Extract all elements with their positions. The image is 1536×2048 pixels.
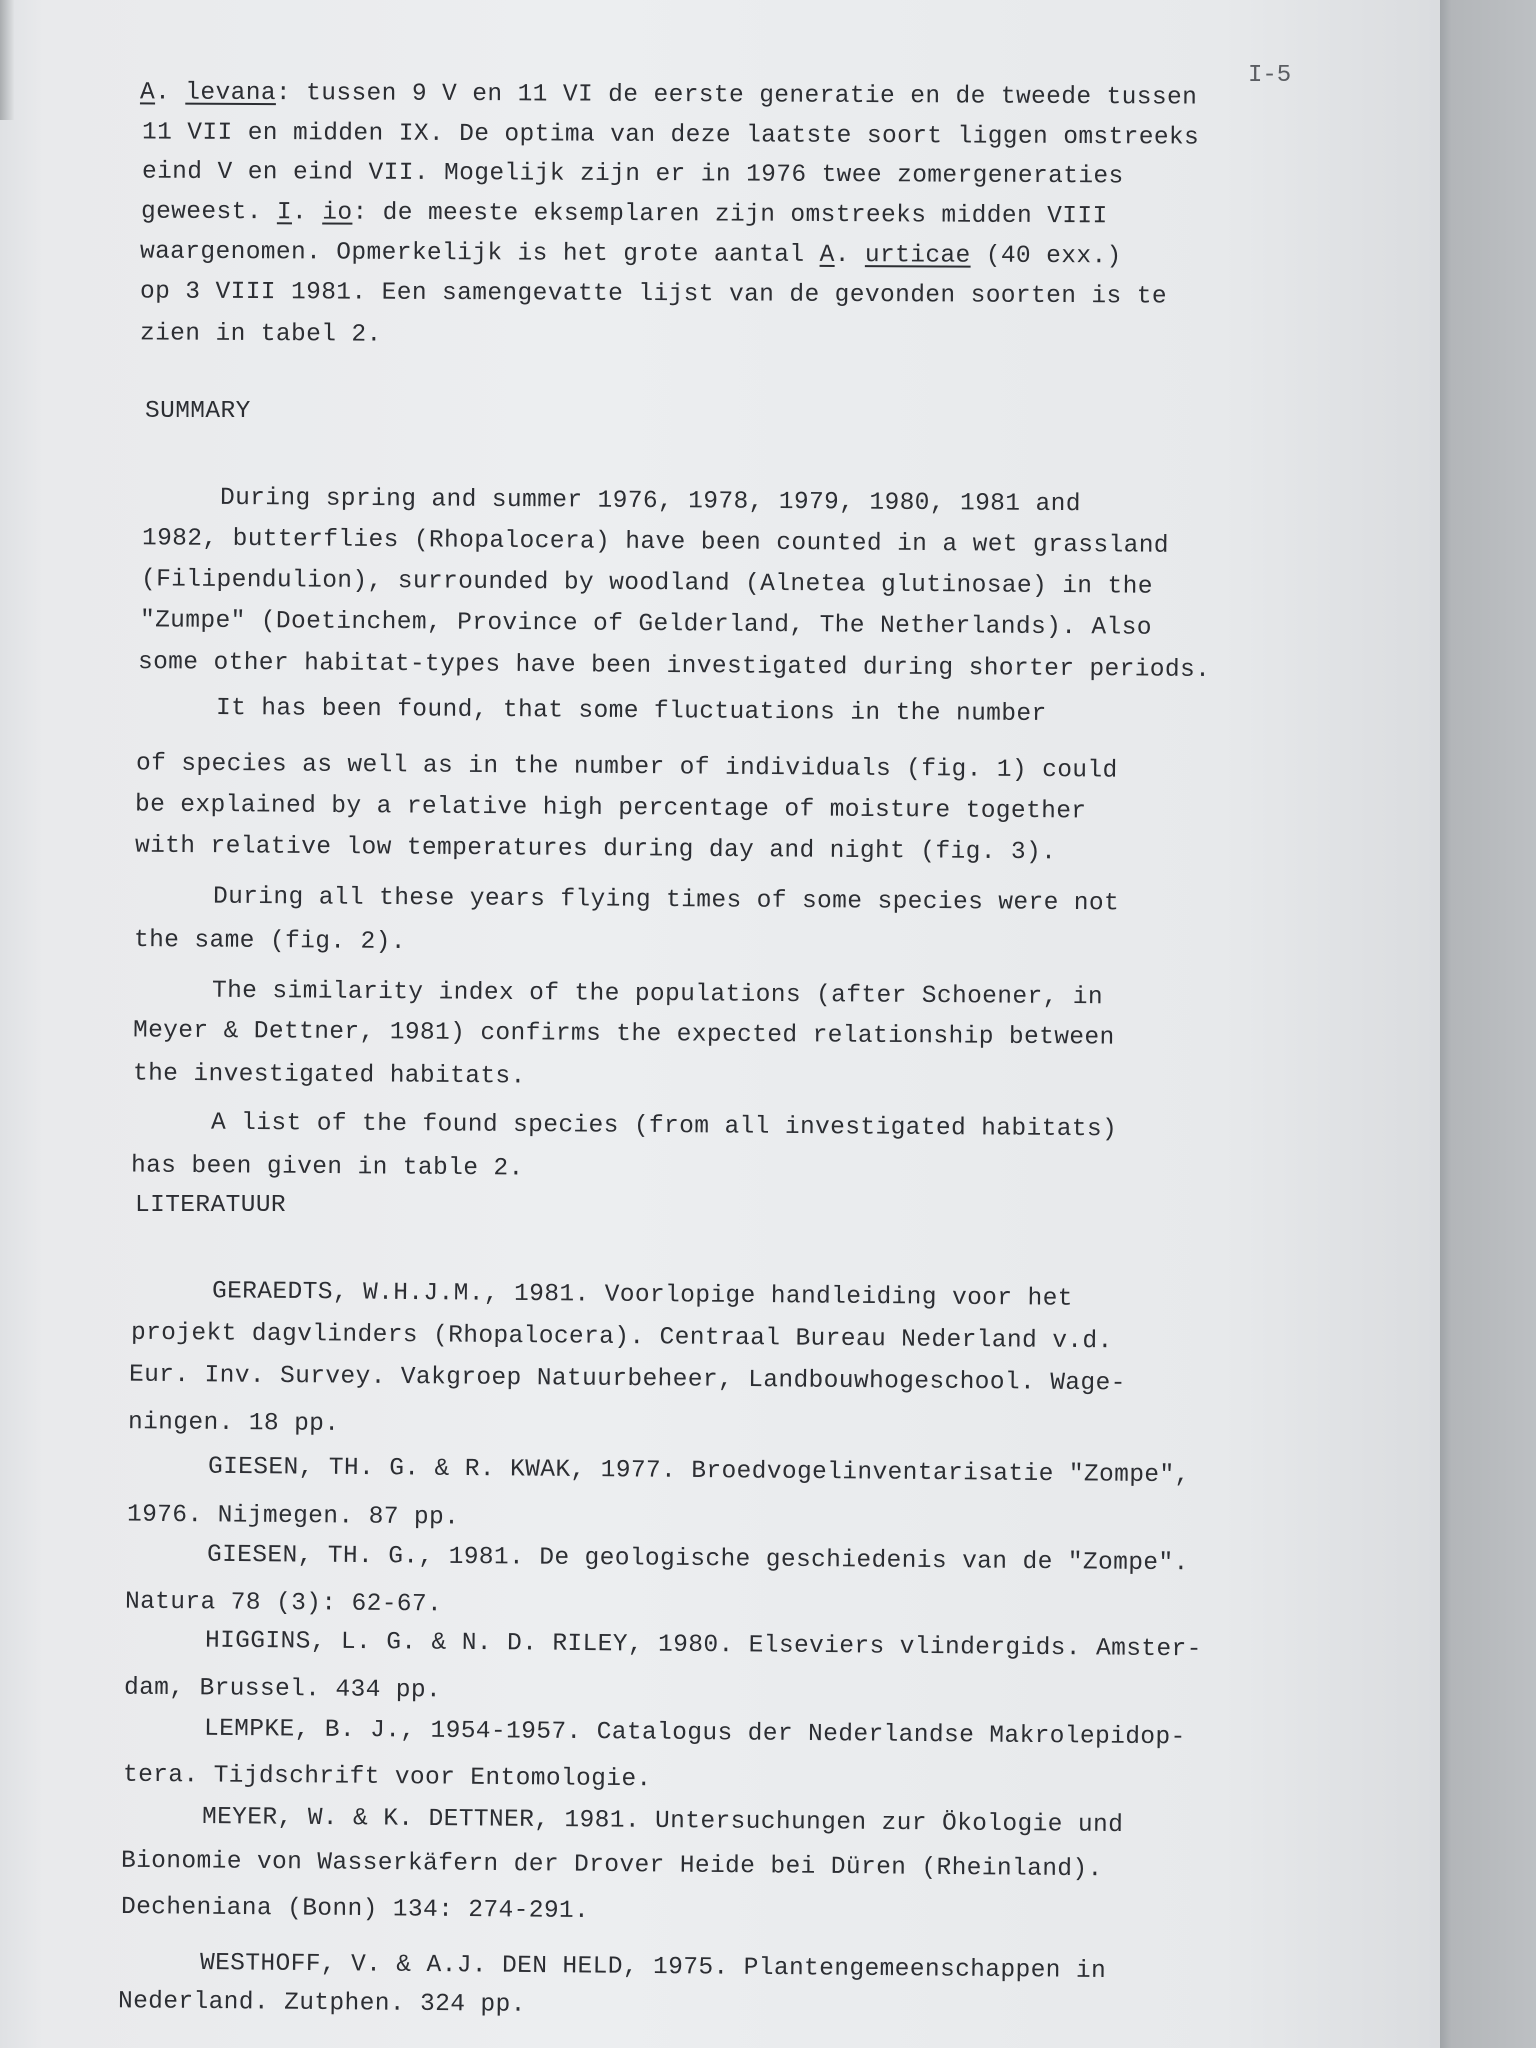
summary-line: some other habitat-types have been investigated during shorter periods. xyxy=(137,649,1211,684)
summary-line: It has been found, that some fluctuations in the number xyxy=(215,694,1047,729)
reference-line: Nederland. Zutphen. 324 pp. xyxy=(117,1988,526,2019)
summary-line: the investigated habitats. xyxy=(132,1060,526,1091)
genus-abbrev: A xyxy=(139,79,156,107)
summary-line: (Filipendulion), surrounded by woodland (Alnetea glutinosae) in the xyxy=(140,566,1153,601)
species-levana: levana xyxy=(185,79,277,108)
reference-line: Decheniana (Bonn) 134: 274-291. xyxy=(120,1893,590,1926)
intro-line-4: geweest. I. io: de meeste eksemplaren zijn omstreeks midden VIII xyxy=(140,198,1108,231)
summary-line: of species as well as in the number of individuals (fig. 1) could xyxy=(135,750,1118,785)
page-number: I-5 xyxy=(1248,62,1292,89)
intro-line-3: eind V en eind VII. Mogelijk zijn er in 1976 twee zomergeneraties xyxy=(141,158,1124,191)
summary-line: 1982, butterflies (Rhopalocera) have been counted in a wet grassland xyxy=(141,525,1170,560)
summary-line: A list of the found species (from all investigated habitats) xyxy=(210,1109,1118,1144)
reference-line: ningen. 18 pp. xyxy=(127,1409,340,1438)
reference-line: WESTHOFF, V. & A.J. DEN HELD, 1975. Plantengemeenschappen in xyxy=(199,1950,1107,1985)
genus-abbrev: A xyxy=(819,241,835,269)
page-curl xyxy=(0,0,14,120)
literature-heading: LITERATUUR xyxy=(135,1192,287,1219)
reference-line: 1976. Nijmegen. 87 pp. xyxy=(126,1501,460,1532)
summary-line: During spring and summer 1976, 1978, 1979, 1980, 1981 and xyxy=(219,484,1081,519)
reference-line: Natura 78 (3): 62-67. xyxy=(124,1588,443,1619)
summary-line: The similarity index of the populations (after Schoener, in xyxy=(211,977,1104,1012)
summary-line: "Zumpe" (Doetinchem, Province of Gelderland, The Netherlands). Also xyxy=(139,607,1152,642)
species-urticae: urticae xyxy=(864,242,971,270)
intro-line-6: op 3 VIII 1981. Een samengevatte lijst van de gevonden soorten is te xyxy=(139,278,1168,311)
reference-line: GERAEDTS, W.H.J.M., 1981. Voorlopige handleiding voor het xyxy=(211,1278,1073,1313)
summary-line: with relative low temperatures during day and night (fig. 3). xyxy=(134,832,1057,867)
background-surface xyxy=(1440,0,1536,2048)
reference-line: tera. Tijdschrift voor Entomologie. xyxy=(122,1761,652,1794)
reference-line: dam, Brussel. 434 pp. xyxy=(123,1674,442,1705)
summary-line: the same (fig. 2). xyxy=(133,927,406,956)
reference-line: MEYER, W. & K. DETTNER, 1981. Untersuchungen zur Ökologie und xyxy=(201,1803,1124,1840)
reference-line: GIESEN, TH. G. & R. KWAK, 1977. Broedvogelinventarisatie "Zompe", xyxy=(207,1453,1190,1490)
reference-line: GIESEN, TH. G., 1981. De geologische geschiedenis van de "Zompe". xyxy=(206,1541,1189,1578)
reference-line: LEMPKE, B. J., 1954-1957. Catalogus der Nederlandse Makrolepidop- xyxy=(203,1715,1186,1752)
intro-line-1: A. levana: tussen 9 V en 11 VI de eerste generatie en de tweede tussen xyxy=(139,79,1198,112)
species-io: io xyxy=(322,199,353,227)
reference-line: projekt dagvlinders (Rhopalocera). Centraal Bureau Nederland v.d. xyxy=(130,1319,1113,1356)
summary-heading: SUMMARY xyxy=(145,398,251,425)
summary-line: Meyer & Dettner, 1981) confirms the expected relationship between xyxy=(132,1017,1115,1052)
reference-line: Bionomie von Wasserkäfern der Drover Heide bei Düren (Rheinland). xyxy=(120,1847,1103,1884)
summary-line: be explained by a relative high percentage of moisture together xyxy=(134,791,1087,826)
summary-line: During all these years flying times of some species were not xyxy=(212,883,1120,918)
genus-abbrev: I xyxy=(276,199,293,227)
summary-line: has been given in table 2. xyxy=(130,1152,524,1183)
reference-line: HIGGINS, L. G. & N. D. RILEY, 1980. Elseviers vlindergids. Amster- xyxy=(204,1627,1202,1664)
intro-line-7: zien in tabel 2. xyxy=(139,320,382,349)
intro-line-2: 11 VII en midden IX. De optima van deze laatste soort liggen omstreeks xyxy=(141,119,1200,152)
reference-line: Eur. Inv. Survey. Vakgroep Natuurbeheer, Landbouwhogeschool. Wage- xyxy=(128,1361,1126,1398)
intro-line-5: waargenomen. Opmerkelijk is het grote aantal A. urticae (40 exx.) xyxy=(139,238,1122,271)
